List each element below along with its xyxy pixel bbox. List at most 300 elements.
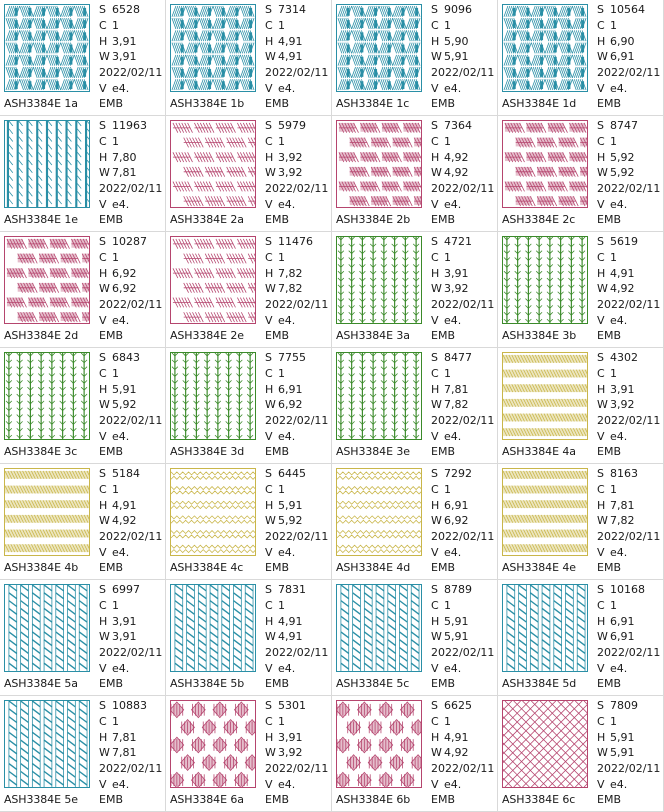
- file-name[interactable]: ASH3384E 5c: [336, 677, 410, 690]
- stat-label: S: [265, 119, 272, 132]
- file-name[interactable]: ASH3384E 6b: [336, 793, 411, 806]
- design-tile[interactable]: [0, 0, 166, 116]
- stat-value: 1: [444, 250, 451, 264]
- stat-value: 1: [610, 18, 617, 32]
- design-thumbnail[interactable]: [4, 120, 90, 208]
- stat-label: C: [431, 714, 439, 728]
- stitch-count: [99, 582, 162, 598]
- file-type: EMB: [99, 329, 123, 342]
- file-name[interactable]: ASH3384E 5a: [4, 677, 78, 690]
- stat-label: V: [265, 313, 273, 327]
- height-value: [431, 614, 494, 630]
- stat-label: H: [597, 498, 606, 512]
- stat-label: S: [99, 699, 106, 712]
- stat-value: 1: [610, 482, 617, 496]
- width-value: [597, 629, 660, 645]
- stat-label: C: [597, 598, 605, 612]
- color-count: [265, 134, 328, 150]
- stat-label: C: [99, 366, 107, 380]
- file-name[interactable]: ASH3384E 4d: [336, 561, 411, 574]
- stat-label: C: [431, 250, 439, 264]
- design-tile[interactable]: [0, 580, 166, 696]
- height-value: [597, 382, 660, 398]
- file-type: EMB: [431, 329, 455, 342]
- embroidery-pattern-preview: [503, 469, 587, 555]
- stat-value: 8747: [610, 119, 638, 132]
- version-value: [431, 197, 494, 213]
- stat-value: 8477: [444, 351, 472, 364]
- stitch-count: [431, 234, 494, 250]
- design-tile[interactable]: [332, 464, 498, 580]
- date-value: 2022/02/11: [597, 298, 661, 312]
- file-name[interactable]: ASH3384E 4c: [170, 561, 244, 574]
- stat-label: V: [431, 313, 439, 327]
- date-value: 2022/02/11: [431, 762, 495, 776]
- version-value: [431, 429, 494, 445]
- stat-value: 7,81: [112, 166, 137, 180]
- design-thumbnail[interactable]: [502, 4, 588, 92]
- stat-value: 5184: [112, 467, 140, 480]
- file-type: EMB: [265, 329, 289, 342]
- stat-label: H: [265, 34, 274, 48]
- stat-value: 1: [610, 134, 617, 148]
- design-thumbnail[interactable]: [4, 236, 90, 324]
- design-tile[interactable]: [498, 348, 664, 464]
- design-tile[interactable]: [498, 580, 664, 696]
- stat-value: e4.: [444, 545, 462, 559]
- version-value: [431, 545, 494, 561]
- design-tile[interactable]: [0, 232, 166, 348]
- stat-value: 5619: [610, 235, 638, 248]
- stat-value: 1: [112, 134, 119, 148]
- design-thumbnail[interactable]: [502, 236, 588, 324]
- stat-value: 4302: [610, 351, 638, 364]
- date-value: 2022/02/11: [597, 530, 661, 544]
- stat-label: H: [597, 730, 606, 744]
- file-name[interactable]: ASH3384E 2d: [4, 329, 79, 342]
- file-type: EMB: [99, 445, 123, 458]
- stat-value: e4.: [278, 313, 296, 327]
- stat-label: W: [597, 398, 608, 412]
- stat-label: W: [597, 282, 608, 296]
- stat-value: 6,92: [278, 398, 303, 412]
- design-tile[interactable]: [0, 464, 166, 580]
- design-tile[interactable]: [332, 348, 498, 464]
- version-value: [265, 81, 328, 97]
- width-value: [99, 513, 162, 529]
- stat-label: C: [265, 598, 273, 612]
- stat-label: W: [99, 746, 110, 760]
- stat-value: 1: [610, 250, 617, 264]
- stat-value: e4.: [278, 545, 296, 559]
- file-type: EMB: [597, 561, 621, 574]
- height-value: [431, 266, 494, 282]
- stat-value: e4.: [444, 777, 462, 791]
- file-name[interactable]: ASH3384E 2c: [502, 213, 576, 226]
- design-thumbnail[interactable]: [502, 120, 588, 208]
- stat-label: V: [265, 429, 273, 443]
- date-value: 2022/02/11: [597, 66, 661, 80]
- stat-value: 1: [278, 366, 285, 380]
- embroidery-pattern-preview: [503, 353, 587, 439]
- stat-label: S: [431, 699, 438, 712]
- stat-value: 3,91: [112, 630, 137, 644]
- design-stats: [597, 118, 660, 213]
- design-thumbnail[interactable]: [170, 4, 256, 92]
- stat-label: V: [99, 777, 107, 791]
- stat-value: 8163: [610, 467, 638, 480]
- color-count: [431, 366, 494, 382]
- stat-value: 1: [112, 18, 119, 32]
- height-value: [431, 730, 494, 746]
- stat-label: C: [265, 482, 273, 496]
- design-tile[interactable]: [166, 696, 332, 812]
- version-value: [597, 545, 660, 561]
- stat-value: 7809: [610, 699, 638, 712]
- design-thumbnail[interactable]: [336, 584, 422, 672]
- stat-label: W: [431, 746, 442, 760]
- file-name[interactable]: ASH3384E 3b: [502, 329, 577, 342]
- stat-value: 6,91: [278, 382, 303, 396]
- design-stats: [431, 698, 494, 793]
- stitch-count: [431, 118, 494, 134]
- design-tile[interactable]: [332, 116, 498, 232]
- embroidery-pattern-preview: [337, 701, 421, 787]
- stat-label: H: [431, 150, 440, 164]
- height-value: [99, 34, 162, 50]
- version-value: [597, 777, 660, 793]
- date-value: 2022/02/11: [431, 646, 495, 660]
- color-count: [431, 714, 494, 730]
- design-tile[interactable]: [332, 0, 498, 116]
- stitch-count: [265, 2, 328, 18]
- design-thumbnail[interactable]: [502, 352, 588, 440]
- date-value: 2022/02/11: [265, 762, 329, 776]
- stat-label: C: [265, 134, 273, 148]
- design-thumbnail[interactable]: [170, 352, 256, 440]
- design-thumbnail[interactable]: [4, 352, 90, 440]
- embroidery-pattern-preview: [337, 5, 421, 91]
- design-stats: [597, 582, 660, 677]
- file-name[interactable]: ASH3384E 1e: [4, 213, 78, 226]
- stat-label: S: [597, 351, 604, 364]
- version-value: [99, 81, 162, 97]
- design-tile[interactable]: [0, 348, 166, 464]
- file-name[interactable]: ASH3384E 6a: [170, 793, 244, 806]
- stat-value: 1: [112, 250, 119, 264]
- design-tile[interactable]: [498, 232, 664, 348]
- height-value: [431, 382, 494, 398]
- stat-label: W: [597, 514, 608, 528]
- stat-value: 4,91: [112, 498, 137, 512]
- embroidery-pattern-preview: [5, 469, 89, 555]
- stat-value: e4.: [278, 81, 296, 95]
- file-name[interactable]: ASH3384E 2e: [170, 329, 244, 342]
- design-tile[interactable]: [166, 232, 332, 348]
- stat-label: H: [597, 266, 606, 280]
- stat-value: 4,91: [278, 614, 303, 628]
- stat-label: V: [431, 545, 439, 559]
- stat-label: C: [99, 134, 107, 148]
- stat-label: V: [431, 197, 439, 211]
- design-thumbnail[interactable]: [170, 120, 256, 208]
- stat-value: 5,92: [278, 514, 303, 528]
- stat-label: V: [265, 545, 273, 559]
- height-value: [99, 150, 162, 166]
- design-stats: [99, 350, 162, 445]
- stat-label: H: [431, 382, 440, 396]
- embroidery-pattern-preview: [337, 353, 421, 439]
- stat-label: H: [597, 150, 606, 164]
- stat-label: W: [431, 166, 442, 180]
- file-type: EMB: [597, 329, 621, 342]
- design-thumbnail[interactable]: [502, 584, 588, 672]
- width-value: [265, 49, 328, 65]
- design-tile[interactable]: [498, 464, 664, 580]
- height-value: [99, 382, 162, 398]
- stat-value: 5,91: [444, 614, 469, 628]
- stat-value: 5,90: [444, 34, 469, 48]
- stat-value: 5,91: [444, 50, 469, 64]
- design-stats: [265, 350, 328, 445]
- color-count: [99, 714, 162, 730]
- file-type: EMB: [597, 213, 621, 226]
- stat-value: 10287: [112, 235, 147, 248]
- design-thumbnail[interactable]: [336, 352, 422, 440]
- stat-value: e4.: [112, 545, 130, 559]
- stat-value: 7314: [278, 3, 306, 16]
- stat-label: H: [431, 266, 440, 280]
- design-tile[interactable]: [498, 0, 664, 116]
- design-tile[interactable]: [0, 116, 166, 232]
- stat-value: 6997: [112, 583, 140, 596]
- stat-value: 11476: [278, 235, 313, 248]
- stat-label: S: [99, 235, 106, 248]
- height-value: [597, 730, 660, 746]
- design-tile[interactable]: [332, 696, 498, 812]
- stitch-count: [99, 2, 162, 18]
- embroidery-pattern-preview: [337, 237, 421, 323]
- design-tile[interactable]: [0, 696, 166, 812]
- version-value: [99, 429, 162, 445]
- stat-value: 7,82: [610, 514, 635, 528]
- design-tile[interactable]: [166, 116, 332, 232]
- design-thumbnail[interactable]: [502, 700, 588, 788]
- design-thumbnail[interactable]: [4, 4, 90, 92]
- width-value: [597, 397, 660, 413]
- file-name[interactable]: ASH3384E 3d: [170, 445, 245, 458]
- file-name[interactable]: ASH3384E 5e: [4, 793, 78, 806]
- design-tile[interactable]: [166, 0, 332, 116]
- height-value: [265, 730, 328, 746]
- stat-label: V: [265, 81, 273, 95]
- stat-value: e4.: [610, 777, 628, 791]
- color-count: [597, 134, 660, 150]
- stat-label: S: [597, 119, 604, 132]
- design-thumbnail[interactable]: [4, 700, 90, 788]
- design-thumbnail[interactable]: [170, 700, 256, 788]
- design-stats: [431, 582, 494, 677]
- file-name[interactable]: ASH3384E 5b: [170, 677, 245, 690]
- stat-label: C: [431, 18, 439, 32]
- file-name[interactable]: ASH3384E 2b: [336, 213, 411, 226]
- embroidery-pattern-preview: [503, 121, 587, 207]
- design-stats: [99, 698, 162, 793]
- embroidery-pattern-preview: [503, 701, 587, 787]
- color-count: [597, 18, 660, 34]
- stat-value: e4.: [444, 429, 462, 443]
- stat-label: V: [431, 429, 439, 443]
- stat-value: 5,92: [610, 166, 635, 180]
- design-stats: [99, 466, 162, 561]
- stat-value: 1: [112, 714, 119, 728]
- height-value: [265, 614, 328, 630]
- design-thumbnail[interactable]: [502, 468, 588, 556]
- embroidery-pattern-preview: [337, 469, 421, 555]
- date-value: 2022/02/11: [431, 530, 495, 544]
- design-thumbnail[interactable]: [4, 584, 90, 672]
- stat-value: 3,92: [444, 282, 469, 296]
- file-name[interactable]: ASH3384E 2a: [170, 213, 244, 226]
- height-value: [99, 498, 162, 514]
- color-count: [431, 18, 494, 34]
- file-name[interactable]: ASH3384E 3e: [336, 445, 410, 458]
- file-name[interactable]: ASH3384E 3c: [4, 445, 78, 458]
- design-thumbnail[interactable]: [4, 468, 90, 556]
- file-name[interactable]: ASH3384E 3a: [336, 329, 410, 342]
- stat-value: 1: [610, 366, 617, 380]
- stat-label: H: [99, 266, 108, 280]
- design-stats: [431, 350, 494, 445]
- design-thumbnail[interactable]: [336, 4, 422, 92]
- file-name[interactable]: ASH3384E 1b: [170, 97, 245, 110]
- stat-value: e4.: [112, 661, 130, 675]
- stat-value: 1: [278, 714, 285, 728]
- stat-label: S: [597, 699, 604, 712]
- design-tile[interactable]: [332, 232, 498, 348]
- stat-label: W: [99, 166, 110, 180]
- design-tile[interactable]: [166, 580, 332, 696]
- stat-value: 1: [610, 714, 617, 728]
- stat-value: 4,92: [444, 166, 469, 180]
- design-stats: [99, 2, 162, 97]
- design-thumbnail[interactable]: [336, 120, 422, 208]
- color-count: [265, 366, 328, 382]
- stitch-count: [431, 350, 494, 366]
- stat-value: 6,91: [610, 50, 635, 64]
- color-count: [99, 134, 162, 150]
- design-thumbnail[interactable]: [170, 236, 256, 324]
- design-thumbnail[interactable]: [170, 468, 256, 556]
- file-name[interactable]: ASH3384E 1c: [336, 97, 410, 110]
- color-count: [265, 714, 328, 730]
- design-thumbnail[interactable]: [336, 236, 422, 324]
- file-name[interactable]: ASH3384E 1d: [502, 97, 577, 110]
- file-name[interactable]: ASH3384E 5d: [502, 677, 577, 690]
- stat-label: C: [265, 366, 273, 380]
- stat-label: W: [431, 514, 442, 528]
- stat-value: 6,90: [610, 34, 635, 48]
- stat-label: C: [597, 18, 605, 32]
- stat-value: 7831: [278, 583, 306, 596]
- stitch-count: [597, 698, 660, 714]
- stat-value: 7,81: [610, 498, 635, 512]
- stat-label: C: [99, 482, 107, 496]
- stat-value: e4.: [610, 313, 628, 327]
- stat-value: 6843: [112, 351, 140, 364]
- stitch-count: [431, 698, 494, 714]
- file-type: EMB: [99, 793, 123, 806]
- stat-label: V: [99, 81, 107, 95]
- file-type: EMB: [431, 97, 455, 110]
- file-name[interactable]: ASH3384E 4e: [502, 561, 576, 574]
- design-stats: [265, 234, 328, 329]
- file-name[interactable]: ASH3384E 6c: [502, 793, 576, 806]
- design-stats: [597, 350, 660, 445]
- design-stats: [265, 118, 328, 213]
- width-value: [99, 165, 162, 181]
- stat-label: H: [597, 382, 606, 396]
- stat-value: 4,91: [278, 34, 303, 48]
- file-name[interactable]: ASH3384E 4a: [502, 445, 576, 458]
- file-name[interactable]: ASH3384E 4b: [4, 561, 79, 574]
- design-thumbnail[interactable]: [336, 468, 422, 556]
- date-value: 2022/02/11: [431, 414, 495, 428]
- stat-value: 5,91: [444, 630, 469, 644]
- embroidery-pattern-preview: [5, 353, 89, 439]
- version-value: [265, 545, 328, 561]
- date-value: 2022/02/11: [597, 646, 661, 660]
- stat-value: e4.: [278, 429, 296, 443]
- stat-value: 6625: [444, 699, 472, 712]
- design-tile[interactable]: [166, 348, 332, 464]
- design-tile[interactable]: [166, 464, 332, 580]
- color-count: [265, 598, 328, 614]
- stat-value: 1: [278, 134, 285, 148]
- design-stats: [265, 2, 328, 97]
- stat-value: 6445: [278, 467, 306, 480]
- embroidery-pattern-preview: [5, 237, 89, 323]
- stat-label: C: [265, 18, 273, 32]
- stat-label: H: [265, 498, 274, 512]
- width-value: [597, 745, 660, 761]
- embroidery-pattern-preview: [5, 5, 89, 91]
- date-value: 2022/02/11: [99, 66, 163, 80]
- design-tile[interactable]: [332, 580, 498, 696]
- design-stats: [99, 582, 162, 677]
- stat-label: H: [597, 614, 606, 628]
- stat-label: C: [597, 482, 605, 496]
- design-tile[interactable]: [498, 116, 664, 232]
- stat-value: 1: [444, 134, 451, 148]
- file-type: EMB: [99, 677, 123, 690]
- stitch-count: [265, 582, 328, 598]
- design-thumbnail[interactable]: [336, 700, 422, 788]
- embroidery-pattern-preview: [503, 237, 587, 323]
- height-value: [597, 150, 660, 166]
- stitch-count: [265, 466, 328, 482]
- width-value: [265, 745, 328, 761]
- design-stats: [265, 466, 328, 561]
- design-tile[interactable]: [498, 696, 664, 812]
- color-count: [99, 366, 162, 382]
- stat-value: 5,91: [610, 730, 635, 744]
- design-thumbnail[interactable]: [170, 584, 256, 672]
- stat-label: C: [431, 366, 439, 380]
- stat-label: S: [265, 3, 272, 16]
- file-name[interactable]: ASH3384E 1a: [4, 97, 78, 110]
- height-value: [597, 266, 660, 282]
